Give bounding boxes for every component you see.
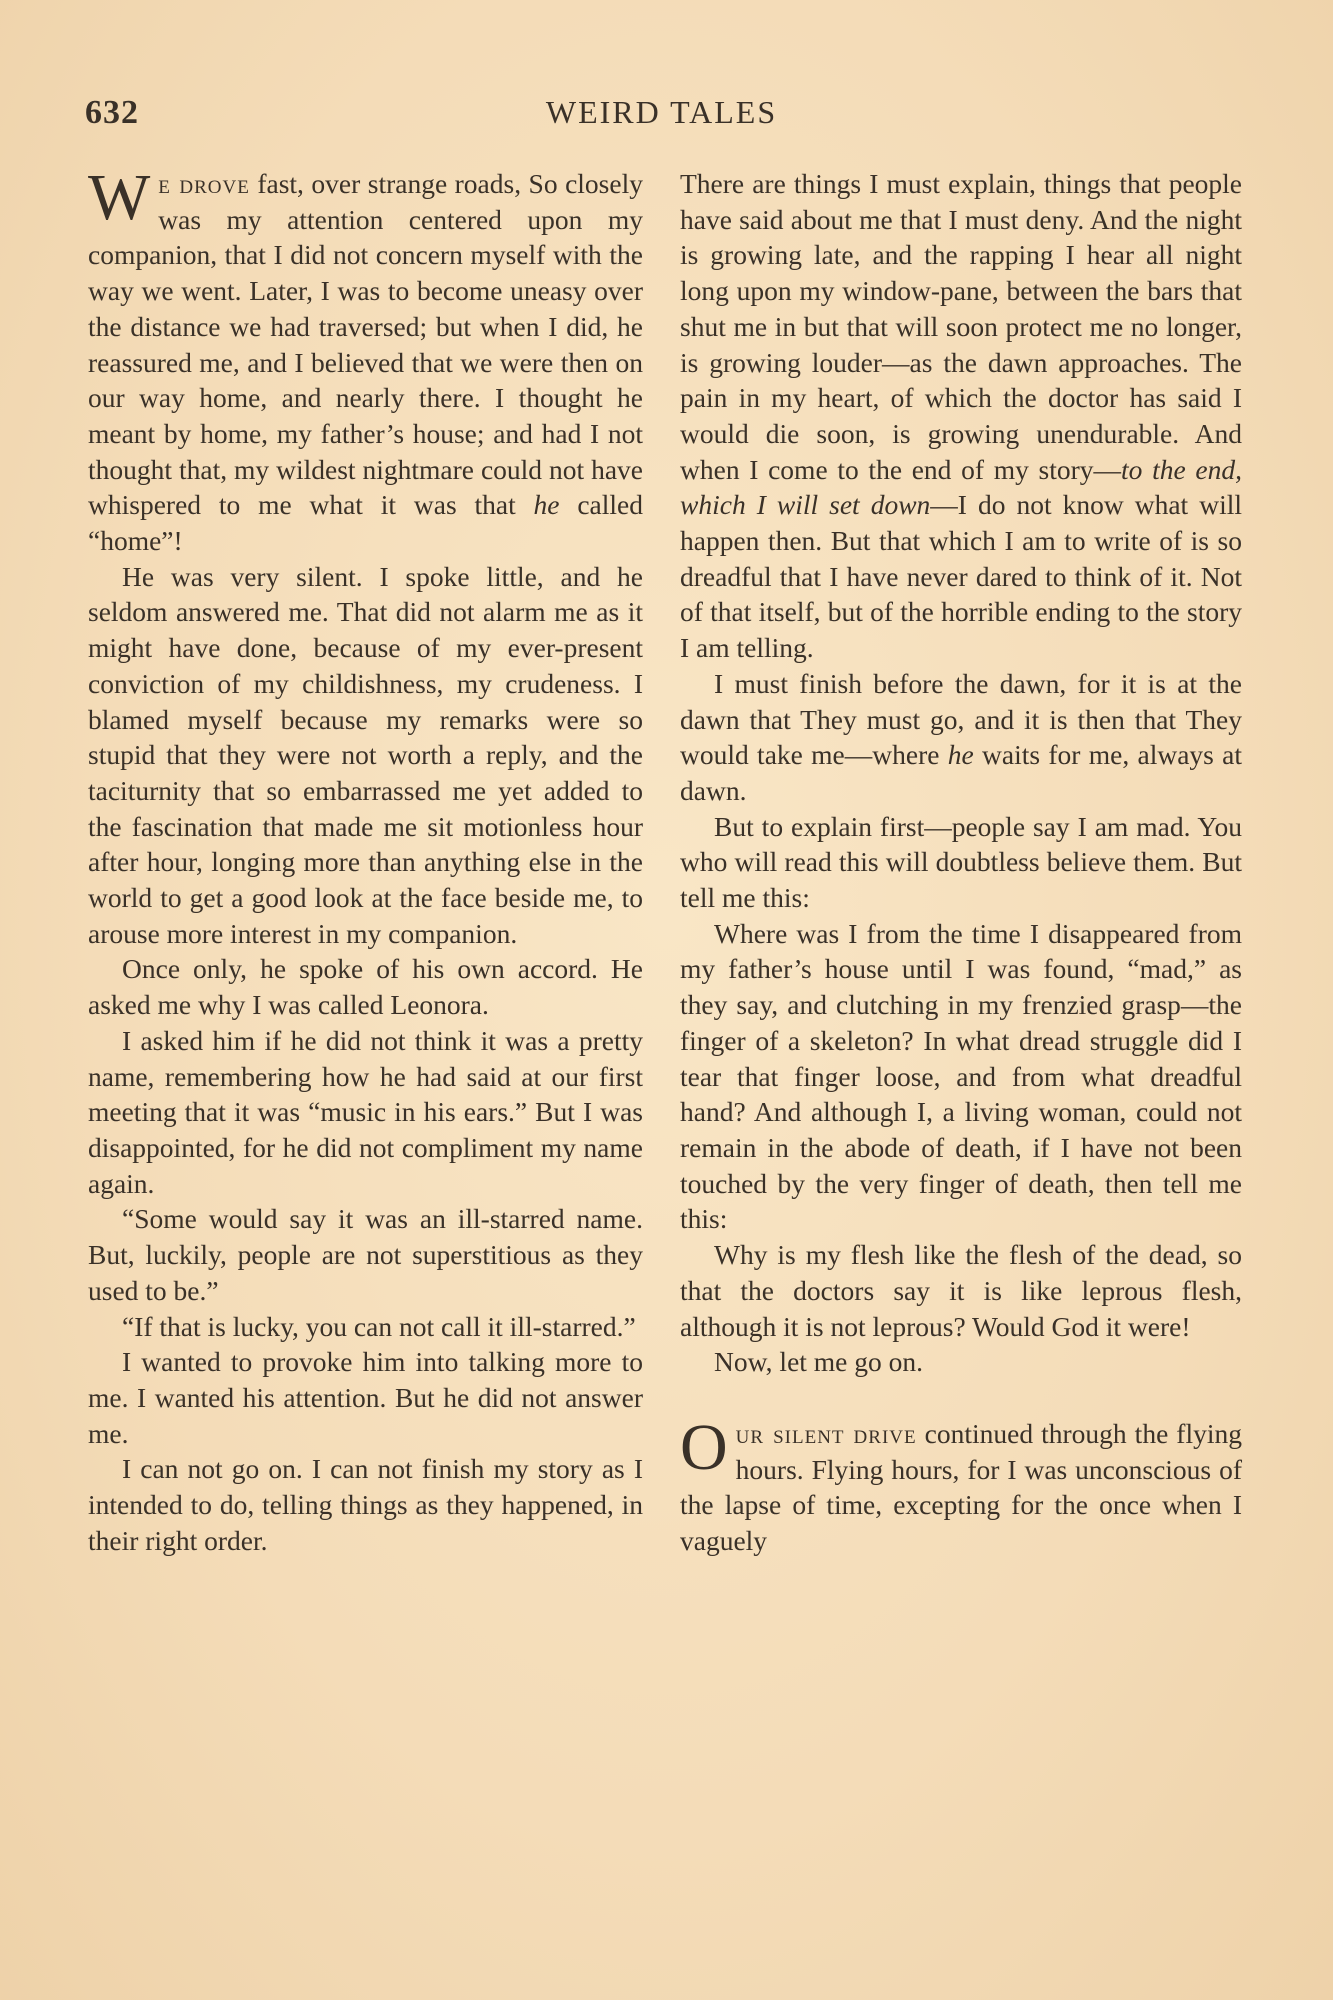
paragraph-text: —I do not know what will happen then. But that which I am to write of is so dreadful that I have never dared to think of it. Not of that itself, but of the horrible ending to the story I am telling. [680,489,1242,664]
page-header [85,94,1238,144]
paragraph-text: continued through the flying hours. Flying hours, for I was unconscious of the lapse of time, excepting for the once when I vaguely [680,1417,1242,1557]
small-caps-lead: e drove [158,168,250,199]
small-caps-lead: ur silent drive [735,1417,917,1449]
italic-text: to the end, which I will set down [680,453,1242,521]
running-title: WEIRD TALES [545,94,778,130]
paragraph: Where was I from the time I disappeared from my father’s house until I was found, “mad,” as they say, and clutching in my frenzied grasp—the finger of a skeleton? In what dread struggle did I tear that finger loose, and from what dreadful hand? And although I, a living woman, could not remain in the abode of death, if I have not been touched by the very finger of death, then tell me this: [680,917,1242,1235]
right-column [680,166,1242,1559]
left-column [88,161,643,1558]
paragraph-text: I must finish before the dawn, for it is at the dawn that They must go, and it is then that They would take me—where [680,667,1242,771]
paragraph-text: fast, over strange roads, So closely was my attention centered upon my companion, that I did not concern myself with the way we went. Later, I was to become uneasy over the distance we had traversed; but when I did, he reassured me, and I believed that we were then on our way home, and nearly there. I thought he meant by home, my father’s house; and had I not thought that, my wildest nightmare could not have whispered to me what it was that [88,168,643,521]
paragraph: “If that is lucky, you can not call it ill-starred.” [122,1310,636,1342]
drop-cap: W [88,161,151,234]
paragraph [680,166,1242,666]
paragraph: I asked him if he did not think it was a pretty name, remembering how he had said at our first meeting that it was “music in his ears.” But I was disappointed, for he did not compliment my name again. [88,1024,643,1199]
italic-text: he [533,489,560,521]
paragraph: Once only, he spoke of his own accord. He asked me why I was called Leonora. [88,953,643,1021]
paragraph [88,161,643,559]
italic-text: he [947,739,974,771]
paragraph-text: There are things I must explain, things that people have said about me that I must deny. And the night is growing late, and the rapping I hear all night long upon my window-pane, between the bars that shut me in but that will soon protect me no longer, is growing louder—as the dawn approaches. The pain in my heart, of which the doctor has said I would die soon, is growing unendurable. And when I come to the end of my story— [680,168,1242,485]
paragraph: “Some would say it was an ill-starred name. But, luckily, people are not superstitious as they used to be.” [88,1203,643,1306]
paragraph: But to explain first—people say I am mad. You who will read this will doubtless believe them. But tell me this: [680,810,1242,914]
paragraph: Now, let me go on. [714,1346,924,1378]
paragraph: He was very silent. I spoke little, and he seldom answered me. That did not alarm me as it might have done, because of my ever-present conviction of my childishness, my crudeness. I blamed myself because my remarks were so stupid that they were not worth a reply, and the taciturnity that so embarrassed me yet added to the fascination that made me sit motionless hour after hour, longing more than anything else in the world to get a good look at the face beside me, to arouse more interest in my companion. [88,560,643,949]
page-number: 632 [85,94,139,131]
drop-cap: O [680,1410,728,1484]
paragraph-text: waits for me, always at dawn. [680,739,1243,806]
paragraph [680,1410,1242,1559]
paragraph: Why is my flesh like the flesh of the dead, so that the doctors say it is like leprous flesh, although it is not leprous? Would God it were! [680,1239,1242,1342]
paragraph [680,666,1242,809]
paragraph: I wanted to provoke him into talking more to me. I wanted his attention. But he did not answer me. [88,1346,643,1449]
paragraph: I can not go on. I can not finish my story as I intended to do, telling things as they happened, in their right order. [88,1453,643,1556]
paragraph-text: called “home”! [88,489,643,557]
